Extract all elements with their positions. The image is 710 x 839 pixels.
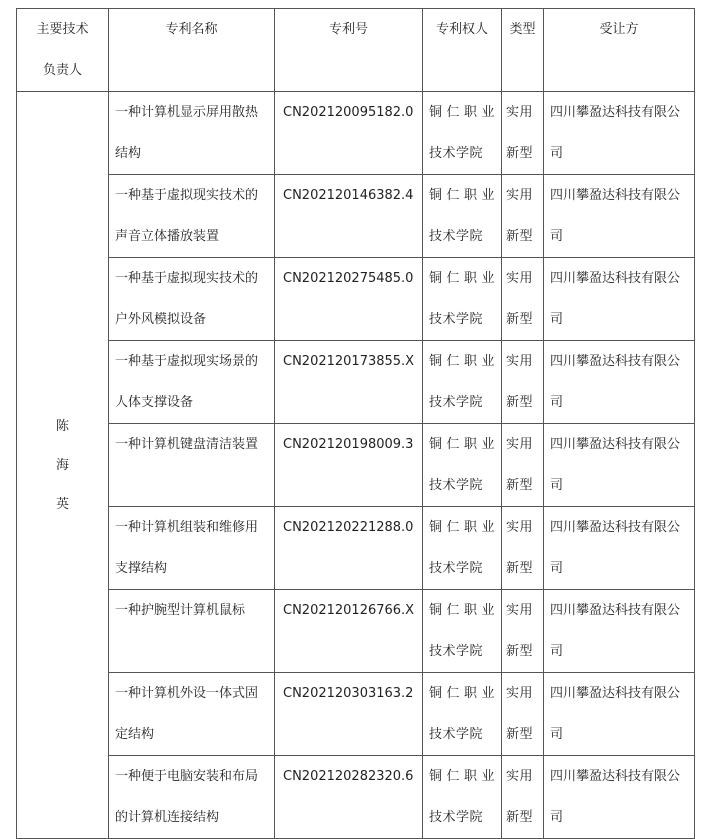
patent-owner: 铜仁职业技术学院: [423, 341, 502, 424]
patent-table: [16, 8, 695, 839]
table-header: [17, 9, 695, 92]
header-number: 专利号: [275, 9, 423, 92]
person-char-2: 海: [55, 457, 69, 473]
patent-owner: 铜仁职业技术学院: [423, 175, 502, 258]
patent-type: 实用新型: [502, 590, 544, 673]
person-char-3: 英: [55, 496, 69, 512]
table-row: [17, 507, 695, 590]
patent-owner: 铜仁职业技术学院: [423, 92, 502, 175]
patent-name: 一种计算机显示屏用散热结构: [109, 92, 275, 175]
patent-type: 实用新型: [502, 92, 544, 175]
patent-type: 实用新型: [502, 673, 544, 756]
header-owner: 专利权人: [423, 9, 502, 92]
patent-name: 一种便于电脑安装和布局的计算机连接结构: [109, 756, 275, 839]
patent-number: CN202120303163.2: [275, 673, 423, 756]
patent-type: 实用新型: [502, 756, 544, 839]
table-row: [17, 424, 695, 507]
patent-owner: 铜仁职业技术学院: [423, 424, 502, 507]
patent-number: CN202120275485.0: [275, 258, 423, 341]
patent-assignee: 四川攀盈达科技有限公司: [544, 590, 695, 673]
patent-name: 一种基于虚拟现实技术的声音立体播放装置: [109, 175, 275, 258]
patent-name: 一种计算机组装和维修用支撑结构: [109, 507, 275, 590]
table-row: [17, 673, 695, 756]
header-name: 专利名称: [109, 9, 275, 92]
patent-type: 实用新型: [502, 341, 544, 424]
patent-number: CN202120198009.3: [275, 424, 423, 507]
patent-number: CN202120282320.6: [275, 756, 423, 839]
patent-assignee: 四川攀盈达科技有限公司: [544, 175, 695, 258]
patent-owner: 铜仁职业技术学院: [423, 258, 502, 341]
patent-number: CN202120095182.0: [275, 92, 423, 175]
table-row: [17, 175, 695, 258]
table-row: [17, 341, 695, 424]
table-row: [17, 756, 695, 839]
patent-name: 一种计算机外设一体式固定结构: [109, 673, 275, 756]
patent-number: CN202120173855.X: [275, 341, 423, 424]
patent-owner: 铜仁职业技术学院: [423, 756, 502, 839]
header-person: [17, 9, 109, 92]
patent-assignee: 四川攀盈达科技有限公司: [544, 92, 695, 175]
patent-owner: 铜仁职业技术学院: [423, 590, 502, 673]
patent-assignee: 四川攀盈达科技有限公司: [544, 673, 695, 756]
patent-assignee: 四川攀盈达科技有限公司: [544, 341, 695, 424]
patent-name: 一种计算机键盘清洁装置: [109, 424, 275, 507]
table-row: [17, 92, 695, 175]
header-person-line2: 负责人: [42, 63, 82, 78]
patent-assignee: 四川攀盈达科技有限公司: [544, 258, 695, 341]
header-row: [17, 9, 695, 92]
patent-type: 实用新型: [502, 175, 544, 258]
patent-type: 实用新型: [502, 258, 544, 341]
patent-name: 一种基于虚拟现实场景的人体支撑设备: [109, 341, 275, 424]
table-row: [17, 258, 695, 341]
person-char-1: 陈: [55, 418, 69, 434]
header-person-line1: 主要技术: [36, 22, 89, 37]
header-assignee: 受让方: [544, 9, 695, 92]
patent-type: 实用新型: [502, 424, 544, 507]
patent-number: CN202120221288.0: [275, 507, 423, 590]
table-row: [17, 590, 695, 673]
patent-assignee: 四川攀盈达科技有限公司: [544, 507, 695, 590]
patent-owner: 铜仁职业技术学院: [423, 673, 502, 756]
patent-number: CN202120146382.4: [275, 175, 423, 258]
patent-assignee: 四川攀盈达科技有限公司: [544, 424, 695, 507]
table-body: [17, 92, 695, 839]
patent-owner: 铜仁职业技术学院: [423, 507, 502, 590]
patent-type: 实用新型: [502, 507, 544, 590]
patent-name: 一种基于虚拟现实技术的户外风模拟设备: [109, 258, 275, 341]
patent-assignee: 四川攀盈达科技有限公司: [544, 756, 695, 839]
patent-number: CN202120126766.X: [275, 590, 423, 673]
person-cell: [17, 92, 109, 839]
header-type: 类型: [502, 9, 544, 92]
patent-name: 一种护腕型计算机鼠标: [109, 590, 275, 673]
